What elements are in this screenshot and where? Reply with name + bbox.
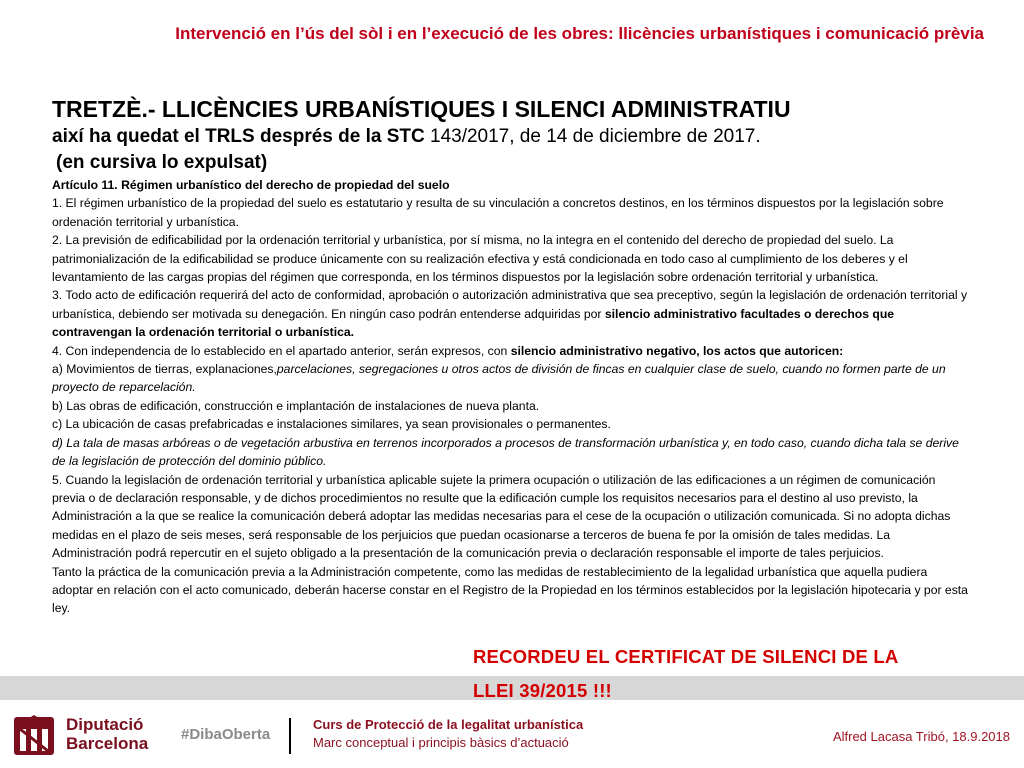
- callout-line-1: RECORDEU EL CERTIFICAT DE SILENCI DE LA: [473, 646, 899, 667]
- paragraph-5: 5. Cuando la legislación de ordenación territorial y urbanística aplicable sujete la primera ocupación o utilización de las edificaciones a un régimen de comunicación previa o de declaración responsable, y de dichos procedimientos no resulte que la edificación cumple los requisitos necesarios para el destino al uso previsto, la Administración a la que se realice la comunicación deberá adoptar las medidas necesarias para el cese de la ocupación o utilización comunicada. Si no adopta dichas medidas en el plazo de seis meses, será responsable de los perjuicios que puedan ocasionarse a terceros de buena fe por la omisión de tales medidas. La Administración podrá repercutir en el sujeto obligado a la presentación de la comunicación previa o declaración responsable el importe de tales perjuicios.: [52, 472, 951, 561]
- article-body: [52, 176, 970, 618]
- callout-reminder: [473, 640, 898, 708]
- paragraph-3: [52, 286, 970, 341]
- slide-subtitle: [52, 124, 970, 150]
- subtitle-rest: 143/2017, de 14 de diciembre de 2017.: [424, 126, 761, 147]
- item-d: [52, 434, 970, 471]
- paragraph-4: [52, 342, 970, 360]
- item-a: [52, 360, 970, 397]
- org-name-line-2: Barcelona: [66, 734, 149, 753]
- slide-header: [0, 0, 1024, 60]
- course-subtitle: Marc conceptual i principis bàsics d’actuació: [313, 735, 569, 750]
- paragraph-1: 1. El régimen urbanístico de la propiedad del suelo es estatutario y resulta de su vinculación a concretos destinos, en los términos dispuestos por la legislación sobre ordenación territorial y urbanística.: [52, 196, 944, 229]
- footer-divider: [289, 718, 291, 754]
- subtitle-bold: així ha quedat el TRLS després de la STC: [52, 126, 425, 147]
- callout-line-2: LLEI 39/2015 !!!: [473, 680, 612, 701]
- article-title: Artículo 11. Régimen urbanístico del derecho de propiedad del suelo: [52, 178, 450, 192]
- item-d-italic: d) La tala de masas arbóreas o de vegetación arbustiva en terrenos incorporados a procesos de transformación urbanística y, en todo caso, cuando dicha tala se derive de la legislación de protección del dominio público.: [52, 435, 959, 469]
- course-title: Curs de Protecció de la legalitat urbanística: [313, 717, 584, 732]
- paragraph-3-bold: silencio administrativo facultades o derechos que contravengan la ordenación territorial o urbanística.: [52, 306, 895, 340]
- paragraph-3-text: 3. Todo acto de edificación requerirá del acto de conformidad, aprobación o autorización administrativa que sea preceptivo, según la legislación de ordenación territorial y urbanística, debiendo ser motivada su denegación. En ningún caso podrán entenderse adquiridas por: [52, 288, 968, 321]
- slide-content: [52, 95, 970, 618]
- slide-title: TRETZÈ.- LLICÈNCIES URBANÍSTIQUES I SILENCI ADMINISTRATIU: [52, 96, 791, 122]
- paragraph-6: Tanto la práctica de la comunicación previa a la Administración competente, como las medidas de restablecimiento de la legalidad urbanística que aquella pudiera adoptar en relación con el acto comunicado, deberán hacerse constar en el Registro de la Propiedad en los términos establecidos por la legislación hipotecaria y por esta ley.: [52, 564, 968, 616]
- item-c: c) La ubicación de casas prefabricadas e instalaciones similares, ya sean provisionales o permanentes.: [52, 417, 611, 432]
- org-name-line-1: Diputació: [66, 715, 144, 734]
- item-a-text: a) Movimientos de tierras, explanaciones,: [52, 362, 277, 377]
- org-name: [66, 715, 148, 753]
- course-info: [313, 716, 583, 752]
- paragraph-2: 2. La previsión de edificabilidad por la ordenación territorial y urbanística, por sí misma, no la integra en el contenido del derecho de propiedad del suelo. La patrimonialización de la edificabilidad se produce únicamente con su realización efectiva y está condicionada en todo caso al cumplimiento de los deberes y el levantamiento de las cargas propias del régimen que corresponda, en los términos dispuestos por la legislación sobre ordenación territorial y urbanística.: [52, 233, 908, 285]
- italic-note: (en cursiva lo expulsat): [56, 152, 268, 173]
- diputacio-logo-icon: [12, 711, 56, 757]
- paragraph-4-bold: silencio administrativo negativo, los actos que autoricen:: [510, 343, 844, 358]
- item-b: b) Las obras de edificación, construcción e implantación de instalaciones de nueva planta.: [52, 398, 540, 413]
- author-date: Alfred Lacasa Tribó, 18.9.2018: [832, 729, 1010, 744]
- header-title: Intervenció en l’ús del sòl i en l’execució de les obres: llicències urbanístiques i comunicació prèvia: [175, 24, 984, 43]
- item-a-italic: parcelaciones, segregaciones u otros actos de división de fincas en cualquier clase de suelo, cuando no formen parte de un proyecto de reparcelación.: [52, 362, 946, 395]
- hashtag: #DibaOberta: [181, 726, 271, 743]
- paragraph-4-text: 4. Con independencia de lo establecido en el apartado anterior, serán expresos, con: [52, 343, 511, 358]
